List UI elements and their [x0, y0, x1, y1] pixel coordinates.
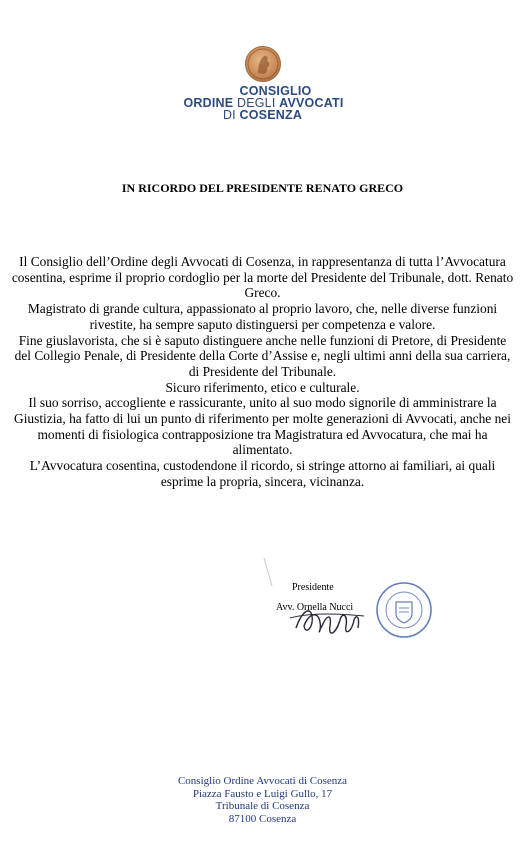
letterhead-logo [0, 46, 525, 121]
document-title: IN RICORDO DEL PRESIDENTE RENATO GRECO [121, 181, 404, 195]
signatory-role: Presidente [292, 582, 334, 593]
coin-emblem-icon [245, 46, 281, 82]
footer-city: 87100 Cosenza [228, 812, 297, 825]
signatory-name: Avv. Ornella Nucci [276, 602, 354, 613]
logo-line-ordine: ORDINE DEGLI AVVOCATI [183, 96, 344, 110]
footer-org: Consiglio Ordine Avvocati di Cosenza [177, 775, 348, 787]
organization-name [0, 82, 525, 121]
paragraph: Il Consiglio dell’Ordine degli Avvocati di Cosenza, in rappresentanza di tutta l’Avvocatura cosentina, esprime il proprio cordoglio per la morte del Presidente del Tribunale, dott. Renato Greco. [11, 254, 514, 301]
footer-court: Tribunale di Cosenza [215, 800, 310, 812]
logo-line-cosenza: DI COSENZA [222, 108, 303, 122]
official-stamp-icon [374, 580, 434, 640]
logo-line-consiglio: CONSIGLIO [239, 84, 312, 98]
paragraph: Fine giuslavorista, che si è saputo distinguere anche nelle funzioni di Pretore, di Presidente del Collegio Penale, di Presidente della Corte d’Assise e, negli ultimi anni della sua carriera, di Presidente del Tribunale. [14, 332, 511, 379]
paragraph: Sicuro riferimento, etico e culturale. [165, 379, 360, 395]
paragraph: Il suo sorriso, accogliente e rassicurante, unito al suo modo signorile di amministrare la Giustizia, ha fatto di lui un punto di riferimento per molte generazioni di Avvocati, anche nei momenti di fisiologica contrapposizione tra Magistratura ed Avvocatura, che mai ha alimentato. [14, 395, 511, 458]
footer-address [0, 775, 525, 825]
paragraph: Magistrato di grande cultura, appassionato al proprio lavoro, che, nelle diverse funzioni rivestite, ha sempre saputo distinguersi per competenza e valore. [27, 301, 498, 332]
document-body [10, 254, 515, 490]
paragraph: L’Avvocatura cosentina, custodendone il ricordo, si stringe attorno ai familiari, ai quali esprime la propria, sincera, vicinanza. [29, 458, 496, 489]
footer-street: Piazza Fausto e Luigi Gullo, 17 [192, 787, 333, 800]
